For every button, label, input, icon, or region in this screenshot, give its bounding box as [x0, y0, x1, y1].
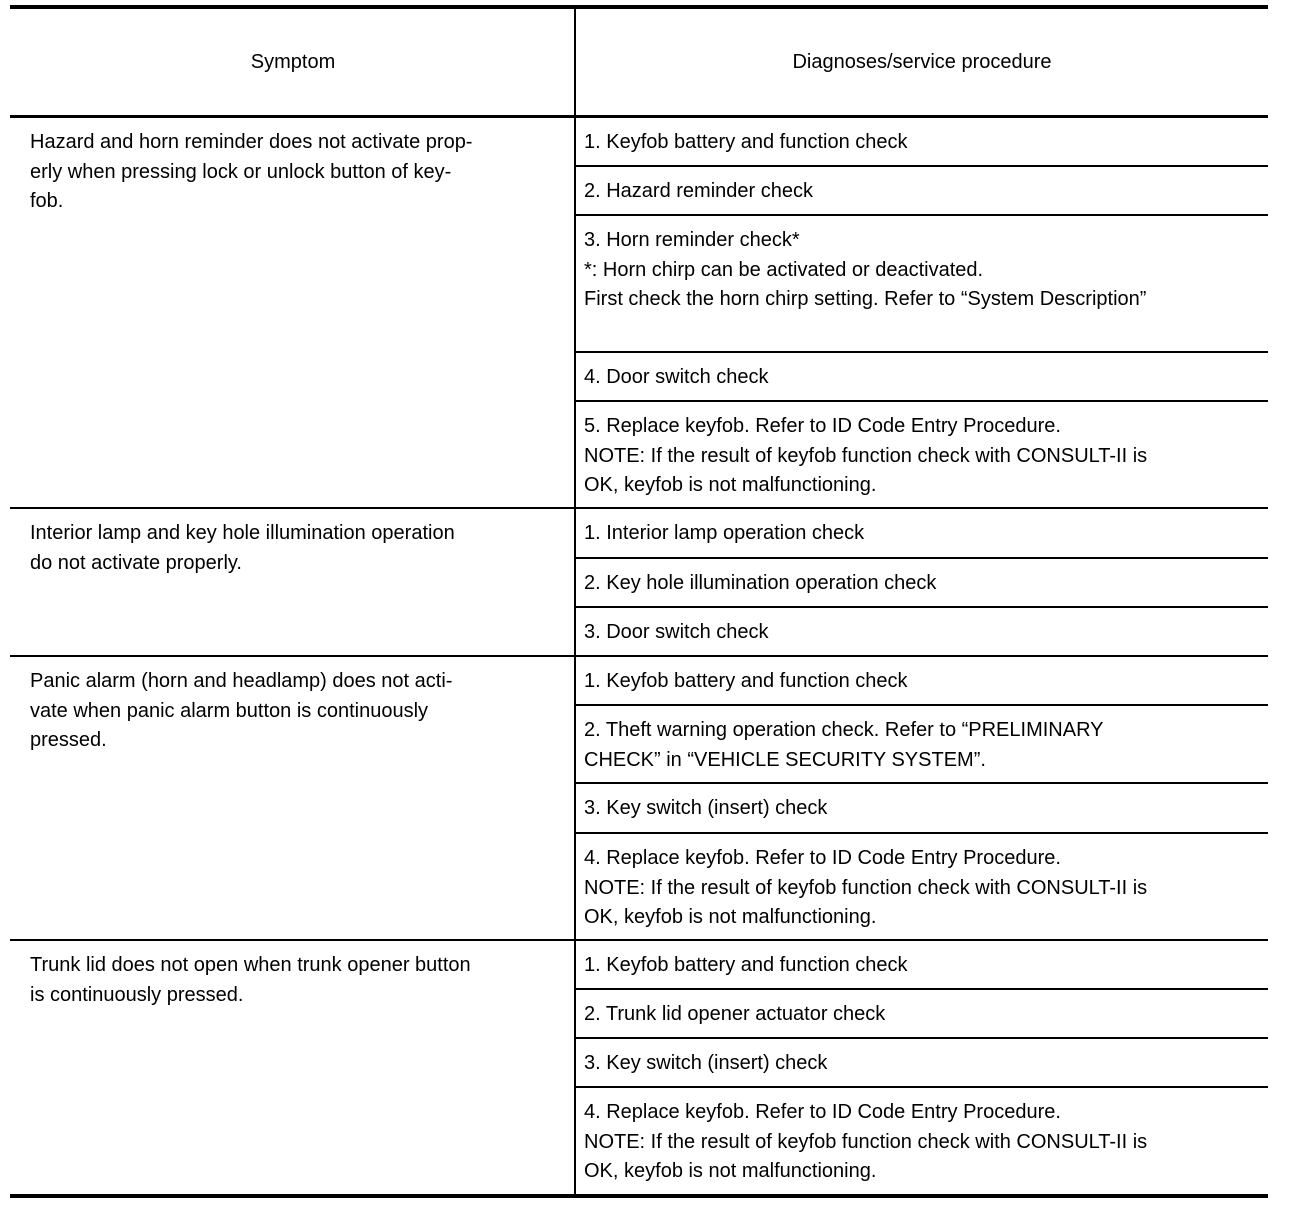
group-divider	[10, 507, 1268, 509]
text-line: OK, keyfob is not malfunctioning.	[584, 906, 877, 928]
procedure-step	[584, 1000, 885, 1030]
procedure-step	[584, 716, 1104, 775]
symptom-cell	[30, 519, 455, 578]
text-line: 1. Keyfob battery and function check	[584, 670, 908, 692]
step-divider	[576, 1086, 1268, 1088]
procedure-step	[584, 844, 1147, 933]
step-divider	[576, 1037, 1268, 1039]
text-line: Trunk lid does not open when trunk opener button	[30, 954, 471, 976]
procedure-step	[584, 569, 936, 599]
text-line: 1. Interior lamp operation check	[584, 522, 865, 544]
text-line: OK, keyfob is not malfunctioning.	[584, 1160, 877, 1182]
group-divider	[10, 939, 1268, 941]
step-divider	[576, 832, 1268, 834]
step-divider	[576, 704, 1268, 706]
text-line: Interior lamp and key hole illumination operation	[30, 522, 455, 544]
text-line: 2. Trunk lid opener actuator check	[584, 1003, 886, 1025]
text-line: NOTE: If the result of keyfob function check with CONSULT-II is	[584, 444, 1148, 467]
text-line: 1. Keyfob battery and function check	[584, 954, 908, 976]
step-divider	[576, 400, 1268, 402]
step-divider	[576, 782, 1268, 784]
procedure-step	[584, 412, 1147, 501]
text-line: 5. Replace keyfob. Refer to ID Code Entry Procedure.	[584, 415, 1061, 437]
procedure-step	[584, 226, 1146, 315]
procedure-step	[584, 363, 769, 393]
procedure-step	[584, 618, 769, 648]
text-line: 3. Door switch check	[584, 621, 769, 643]
group-divider	[10, 655, 1268, 657]
text-line: OK, keyfob is not malfunctioning.	[584, 474, 877, 496]
text-line: Hazard and horn reminder does not activate prop-	[30, 131, 473, 153]
procedure-step	[584, 794, 827, 824]
bottom-border	[10, 1194, 1268, 1198]
symptom-cell	[30, 667, 452, 756]
text-line: NOTE: If the result of keyfob function check with CONSULT-II is	[584, 876, 1148, 899]
step-divider	[576, 214, 1268, 216]
text-line: 4. Door switch check	[584, 366, 769, 388]
step-divider	[576, 351, 1268, 353]
procedure-step	[584, 1049, 827, 1079]
procedure-step	[584, 519, 864, 549]
column-divider	[574, 9, 576, 1196]
step-divider	[576, 606, 1268, 608]
text-line: 1. Keyfob battery and function check	[584, 131, 908, 153]
symptom-cell	[30, 951, 471, 1010]
text-line: 4. Replace keyfob. Refer to ID Code Entry Procedure.	[584, 1101, 1061, 1123]
procedure-step	[584, 177, 813, 207]
procedure-step	[584, 128, 908, 158]
procedure-step	[584, 951, 908, 981]
text-line: 2. Theft warning operation check. Refer to “PRELIMINARY	[584, 719, 1104, 741]
top-border	[10, 5, 1268, 9]
symptom-cell	[30, 128, 472, 217]
text-line: 2. Hazard reminder check	[584, 180, 813, 202]
step-divider	[576, 557, 1268, 559]
text-line: pressed.	[30, 729, 107, 751]
text-line: do not activate properly.	[30, 551, 242, 574]
procedure-step	[584, 667, 908, 697]
header-symptom: Symptom	[250, 51, 336, 73]
text-line: Panic alarm (horn and headlamp) does not acti-	[30, 670, 453, 692]
text-line: vate when panic alarm button is continuously	[30, 699, 429, 722]
text-line: First check the horn chirp setting. Refer to “System Description”	[584, 288, 1147, 310]
text-line: *: Horn chirp can be activated or deactivated.	[584, 258, 984, 281]
text-line: 2. Key hole illumination operation check	[584, 572, 937, 594]
text-line: 3. Key switch (insert) check	[584, 1052, 828, 1074]
text-line: is continuously pressed.	[30, 983, 244, 1006]
procedure-step	[584, 1098, 1147, 1187]
step-divider	[576, 165, 1268, 167]
step-divider	[576, 988, 1268, 990]
text-line: 3. Key switch (insert) check	[584, 797, 828, 819]
text-line: 3. Horn reminder check*	[584, 229, 800, 251]
text-line: NOTE: If the result of keyfob function check with CONSULT-II is	[584, 1130, 1148, 1153]
text-line: fob.	[30, 190, 64, 212]
header-procedure: Diagnoses/service procedure	[792, 51, 1052, 73]
text-line: erly when pressing lock or unlock button of key-	[30, 160, 452, 183]
text-line: 4. Replace keyfob. Refer to ID Code Entry Procedure.	[584, 847, 1061, 869]
text-line: CHECK” in “VEHICLE SECURITY SYSTEM”.	[584, 748, 986, 771]
header-bottom-border	[10, 115, 1268, 118]
